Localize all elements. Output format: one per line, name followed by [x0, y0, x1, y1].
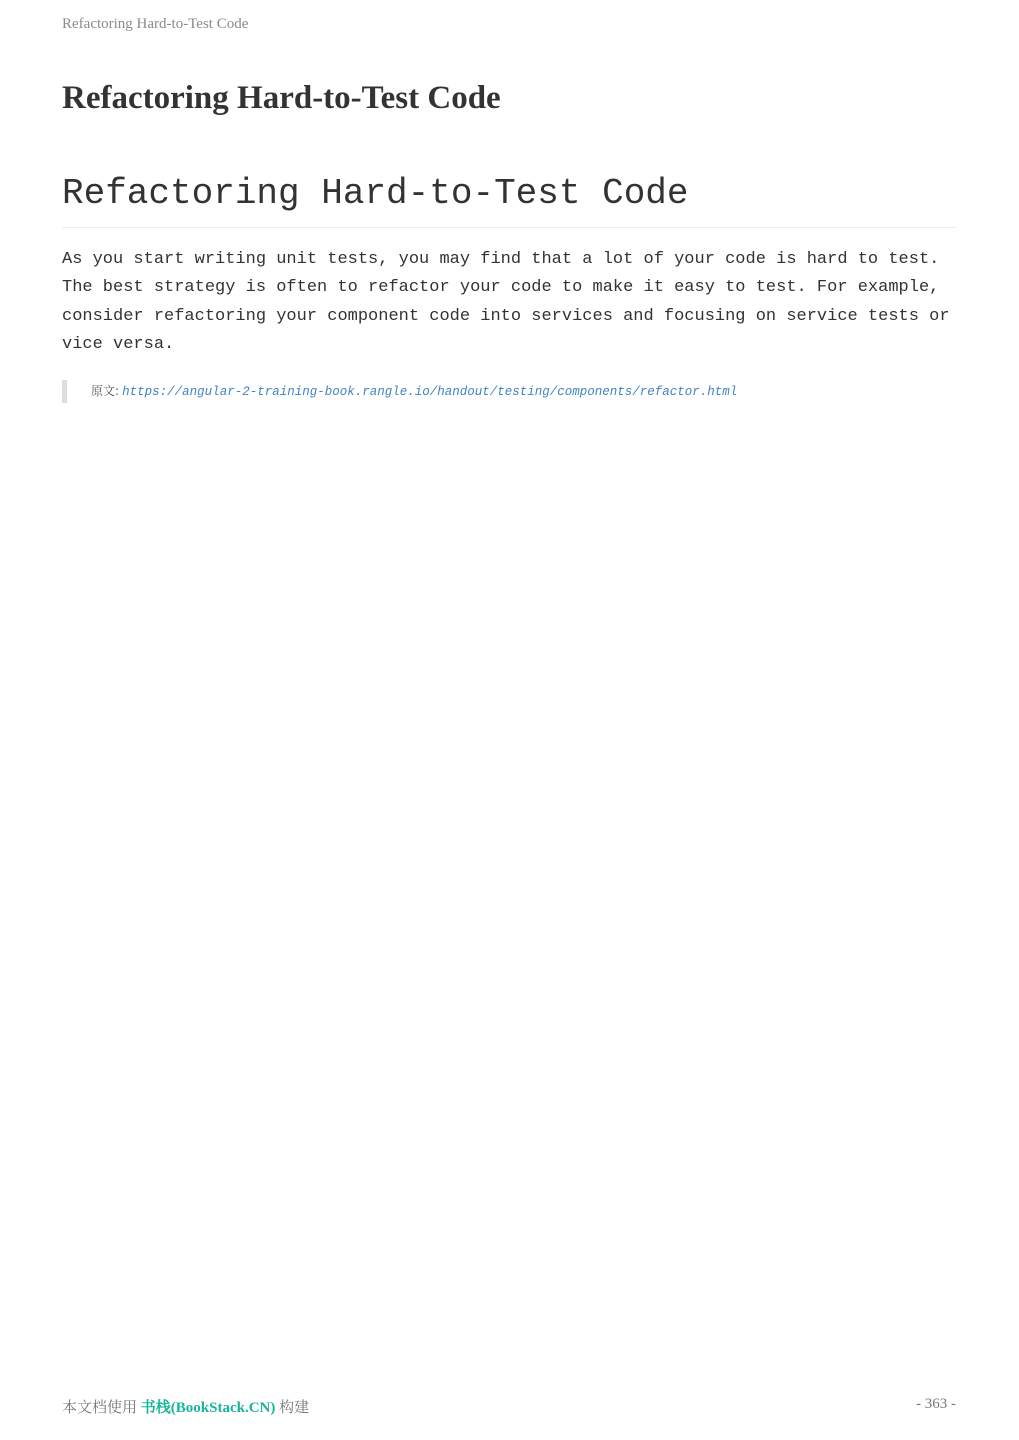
footer-credit — [62, 1396, 309, 1417]
page-title: Refactoring Hard-to-Test Code — [62, 80, 501, 116]
footer-suffix: 构建 — [279, 1400, 310, 1416]
footer-prefix: 本文档使用 — [62, 1400, 138, 1416]
bookstack-link[interactable]: 书栈(BookStack.CN) — [140, 1400, 276, 1416]
source-link[interactable]: https://angular-2-training-book.rangle.io/handout/testing/components/refactor.html — [122, 385, 738, 399]
running-header: Refactoring Hard-to-Test Code — [62, 16, 249, 32]
section-heading: Refactoring Hard-to-Test Code — [62, 172, 956, 228]
page-number: - 363 - — [916, 1396, 956, 1412]
source-label: 原文: — [91, 384, 120, 398]
body-paragraph: As you start writing unit tests, you may find that a lot of your code is hard to test. The best strategy is often to refactor your code to make it easy to test. For example, consider refactoring your component code into services and focusing on service tests or vice versa. — [62, 250, 950, 354]
source-blockquote — [62, 380, 951, 403]
